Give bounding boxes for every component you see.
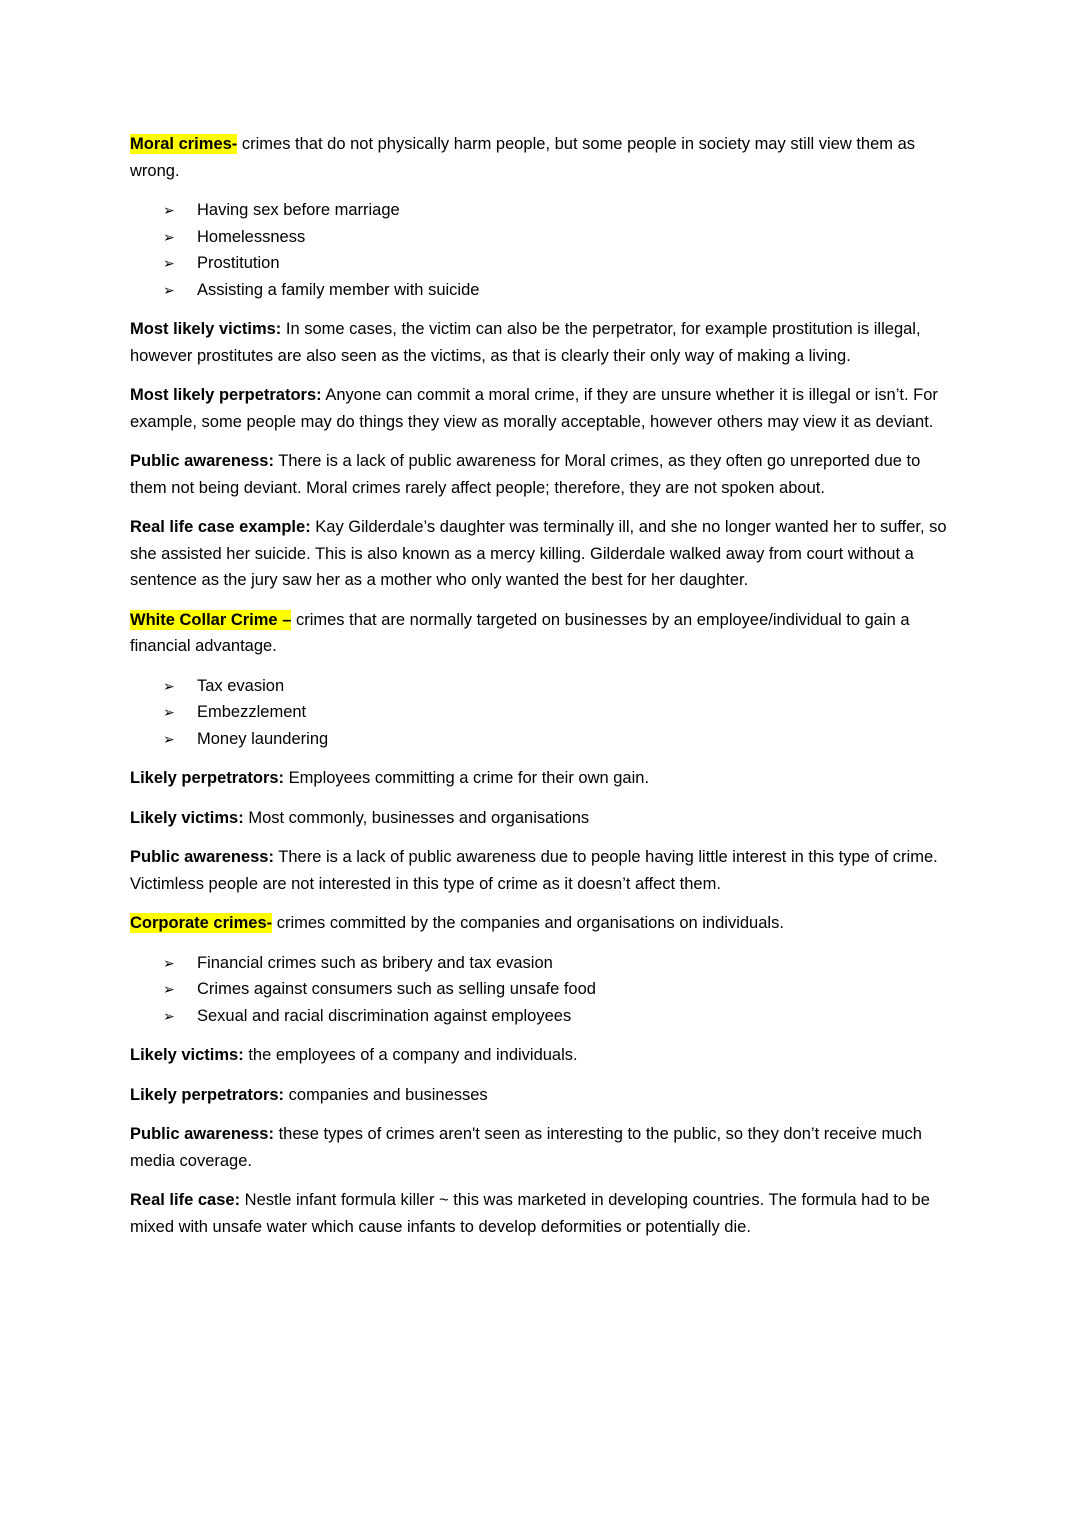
list-item	[130, 224, 950, 251]
paragraph-moral-awareness	[130, 448, 950, 501]
list-item	[130, 673, 950, 700]
list-item	[130, 277, 950, 304]
bullet-arrow-icon: ➢	[163, 954, 175, 971]
paragraph-label: Most likely victims:	[130, 320, 282, 338]
highlighted-heading: White Collar Crime –	[130, 610, 292, 629]
paragraph-text: Most commonly, businesses and organisations	[243, 808, 590, 827]
bullet-arrow-icon: ➢	[163, 281, 175, 298]
paragraph-label: Public awareness:	[130, 452, 274, 470]
paragraph-text: companies and businesses	[284, 1085, 488, 1104]
paragraph-text: Anyone can commit a moral crime, if they are unsure whether it is illegal or isn’t. For example, some people may do things they view as morally acceptable, however others may view it as deviant.	[130, 386, 938, 431]
paragraph-white-collar-awareness	[130, 844, 950, 897]
paragraph-label: Likely victims:	[130, 808, 244, 827]
bullet-text: Tax evasion	[197, 676, 285, 695]
paragraph-label: Most likely perpetrators:	[130, 386, 322, 404]
heading-text: crimes that do not physically harm people, but some people in society may still view them as wrong.	[130, 135, 916, 180]
paragraph-white-collar-victims	[130, 805, 950, 832]
bullet-text: Sexual and racial discrimination against employees	[197, 1006, 572, 1025]
bullet-text: Prostitution	[197, 254, 280, 272]
list-item	[130, 197, 950, 224]
paragraph-label: Real life case example:	[130, 518, 311, 536]
paragraph-text: Employees committing a crime for their own gain.	[284, 769, 650, 787]
bullet-arrow-icon: ➢	[163, 228, 175, 245]
paragraph-label: Likely perpetrators:	[130, 1085, 285, 1104]
list-item	[130, 699, 950, 726]
paragraph-text: In some cases, the victim can also be the perpetrator, for example prostitution is illegal, however prostitutes are also seen as the victims, as that is clearly their only way of making a living.	[130, 320, 921, 365]
list-item	[130, 976, 950, 1003]
bullet-arrow-icon: ➢	[163, 255, 175, 271]
paragraph-corporate-case	[130, 1187, 950, 1240]
paragraph-label: Public awareness:	[130, 848, 274, 866]
paragraph-moral-case	[130, 514, 950, 594]
bullet-arrow-icon: ➢	[163, 677, 175, 694]
paragraph-text: these types of crimes aren't seen as interesting to the public, so they don’t receive much media coverage.	[130, 1125, 922, 1170]
paragraph-text: There is a lack of public awareness due to people having little interest in this type of crime. Victimless people are not interested in this type of crime as it doesn’t affect them.	[130, 848, 938, 893]
section-heading-corporate	[130, 910, 950, 937]
paragraph-label: Likely perpetrators:	[130, 769, 285, 787]
paragraph-corporate-awareness	[130, 1121, 950, 1174]
bullet-list-corporate	[130, 950, 950, 1030]
paragraph-label: Public awareness:	[130, 1125, 274, 1143]
highlighted-heading: Moral crimes-	[130, 135, 238, 153]
bullet-arrow-icon: ➢	[163, 704, 175, 720]
bullet-arrow-icon: ➢	[163, 981, 175, 997]
bullet-text: Embezzlement	[197, 703, 307, 721]
list-item	[130, 950, 950, 977]
bullet-text: Assisting a family member with suicide	[197, 280, 480, 299]
bullet-text: Homelessness	[197, 227, 306, 246]
section-heading-moral-crimes	[130, 131, 950, 184]
paragraph-text: Nestle infant formula killer ~ this was marketed in developing countries. The formula had to be mixed with unsafe water which cause infants to develop deformities or potentially die.	[130, 1191, 930, 1236]
heading-text: crimes that are normally targeted on businesses by an employee/individual to gain a financial advantage.	[130, 610, 910, 655]
paragraph-moral-victims	[130, 316, 950, 369]
bullet-text: Having sex before marriage	[197, 201, 400, 219]
bullet-arrow-icon: ➢	[163, 1007, 175, 1024]
paragraph-text: There is a lack of public awareness for Moral crimes, as they often go unreported due to them not being deviant. Moral crimes rarely affect people; therefore, they are not spoken about.	[130, 452, 921, 497]
paragraph-corporate-perpetrators	[130, 1082, 950, 1109]
paragraph-text: Kay Gilderdale’s daughter was terminally ill, and she no longer wanted her to suffer, so she assisted her suicide. This is also known as a mercy killing. Gilderdale walked away from court without a sentence as the jury saw her as a mother who only wanted the best for her daughter.	[130, 518, 947, 589]
bullet-list-white-collar	[130, 673, 950, 753]
list-item	[130, 250, 950, 277]
heading-text: crimes committed by the companies and organisations on individuals.	[272, 914, 784, 932]
bullet-text: Financial crimes such as bribery and tax evasion	[197, 953, 553, 972]
paragraph-white-collar-perpetrators	[130, 765, 950, 792]
paragraph-moral-perpetrators	[130, 382, 950, 435]
list-item	[130, 1003, 950, 1030]
highlighted-heading: Corporate crimes-	[130, 914, 273, 932]
bullet-arrow-icon: ➢	[163, 730, 175, 747]
bullet-list-moral	[130, 197, 950, 303]
bullet-text: Crimes against consumers such as selling unsafe food	[197, 980, 596, 998]
bullet-text: Money laundering	[197, 729, 329, 748]
paragraph-text: the employees of a company and individuals.	[243, 1046, 578, 1064]
section-heading-white-collar	[130, 607, 950, 660]
bullet-arrow-icon: ➢	[163, 202, 175, 218]
list-item	[130, 726, 950, 753]
paragraph-corporate-victims	[130, 1042, 950, 1069]
paragraph-label: Likely victims:	[130, 1046, 244, 1064]
paragraph-label: Real life case:	[130, 1191, 241, 1209]
